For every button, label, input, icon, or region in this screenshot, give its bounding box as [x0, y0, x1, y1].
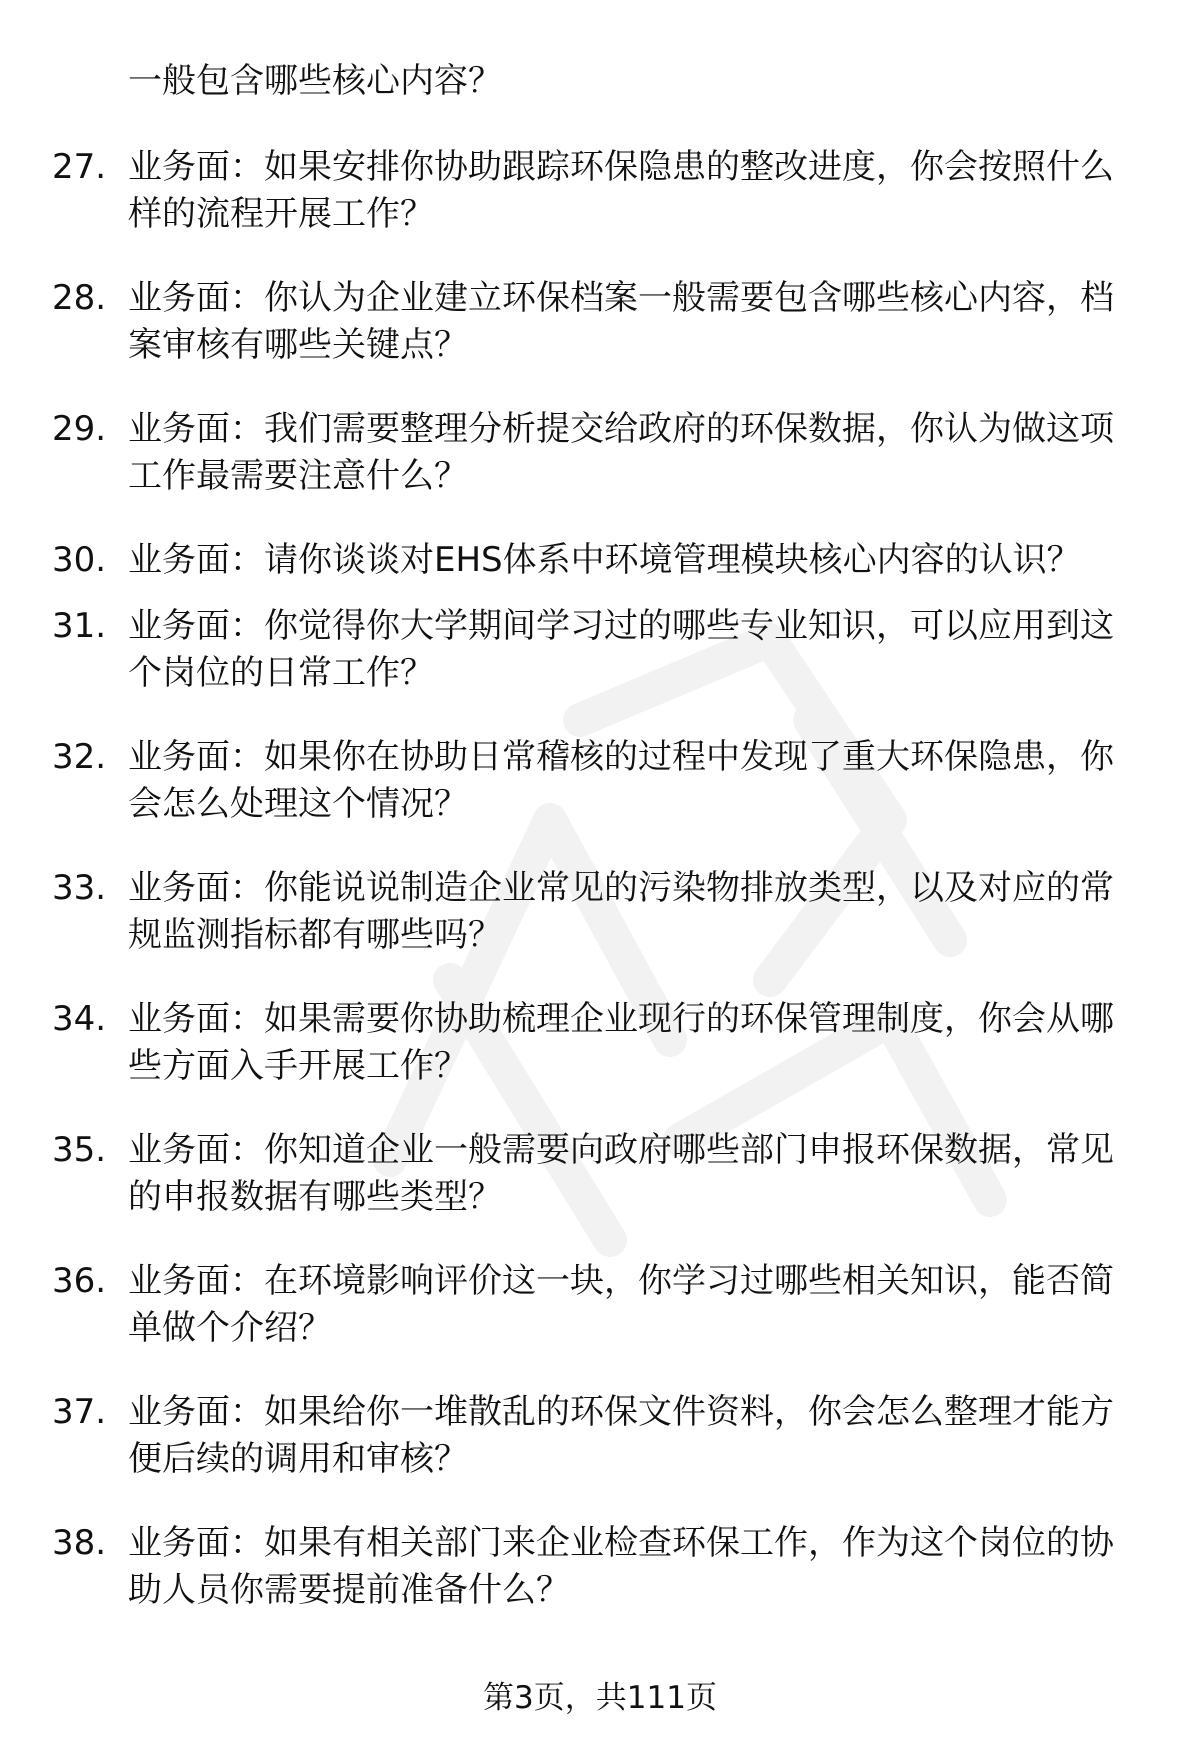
question-number: 33. — [52, 868, 107, 908]
question-text: 业务面：如果需要你协助梳理企业现行的环保管理制度，你会从哪些方面入手开展工作？ — [128, 999, 1114, 1086]
question-number: 32. — [52, 737, 107, 777]
question-number: 30. — [52, 540, 107, 580]
list-item — [0, 275, 1200, 406]
question-text: 业务面：如果有相关部门来企业检查环保工作，作为这个岗位的协助人员你需要提前准备什么？ — [128, 1523, 1114, 1610]
question-list — [0, 144, 1200, 1651]
question-number: 31. — [52, 606, 107, 646]
question-number: 35. — [52, 1130, 107, 1170]
question-number: 36. — [52, 1261, 107, 1301]
list-item — [0, 734, 1200, 865]
list-item — [0, 1520, 1200, 1651]
question-text: 业务面：你认为企业建立环保档案一般需要包含哪些核心内容，档案审核有哪些关键点？ — [128, 278, 1114, 365]
list-item — [0, 1389, 1200, 1520]
list-item — [0, 1127, 1200, 1258]
question-text: 业务面：你知道企业一般需要向政府哪些部门申报环保数据，常见的申报数据有哪些类型？ — [128, 1130, 1114, 1217]
list-item — [0, 537, 1200, 603]
question-number: 37. — [52, 1392, 107, 1432]
question-number: 34. — [52, 999, 107, 1039]
question-text: 业务面：在环境影响评价这一块，你学习过哪些相关知识，能否简单做个介绍？ — [128, 1261, 1114, 1348]
question-number: 28. — [52, 278, 107, 318]
question-text: 业务面：如果你在协助日常稽核的过程中发现了重大环保隐患，你会怎么处理这个情况？ — [128, 737, 1114, 824]
question-text: 业务面：请你谈谈对EHS体系中环境管理模块核心内容的认识？ — [128, 540, 1081, 580]
question-number: 38. — [52, 1523, 107, 1563]
list-item — [0, 144, 1200, 275]
page-footer: 第3页，共111页 — [483, 1680, 717, 1716]
question-text: 业务面：如果给你一堆散乱的环保文件资料，你会怎么整理才能方便后续的调用和审核？ — [128, 1392, 1114, 1479]
question-text: 业务面：我们需要整理分析提交给政府的环保数据，你认为做这项工作最需要注意什么？ — [128, 409, 1114, 496]
list-item — [0, 865, 1200, 996]
list-item — [0, 603, 1200, 734]
question-text: 业务面：你能说说制造企业常见的污染物排放类型，以及对应的常规监测指标都有哪些吗？ — [128, 868, 1114, 955]
question-number: 29. — [52, 409, 107, 449]
question-text: 业务面：如果安排你协助跟踪环保隐患的整改进度，你会按照什么样的流程开展工作？ — [128, 147, 1114, 234]
continuation-text: 一般包含哪些核心内容？ — [128, 61, 502, 101]
list-item — [0, 406, 1200, 537]
list-item — [0, 996, 1200, 1127]
question-number: 27. — [52, 147, 107, 187]
question-text: 业务面：你觉得你大学期间学习过的哪些专业知识，可以应用到这个岗位的日常工作？ — [128, 606, 1114, 693]
list-item — [0, 1258, 1200, 1389]
